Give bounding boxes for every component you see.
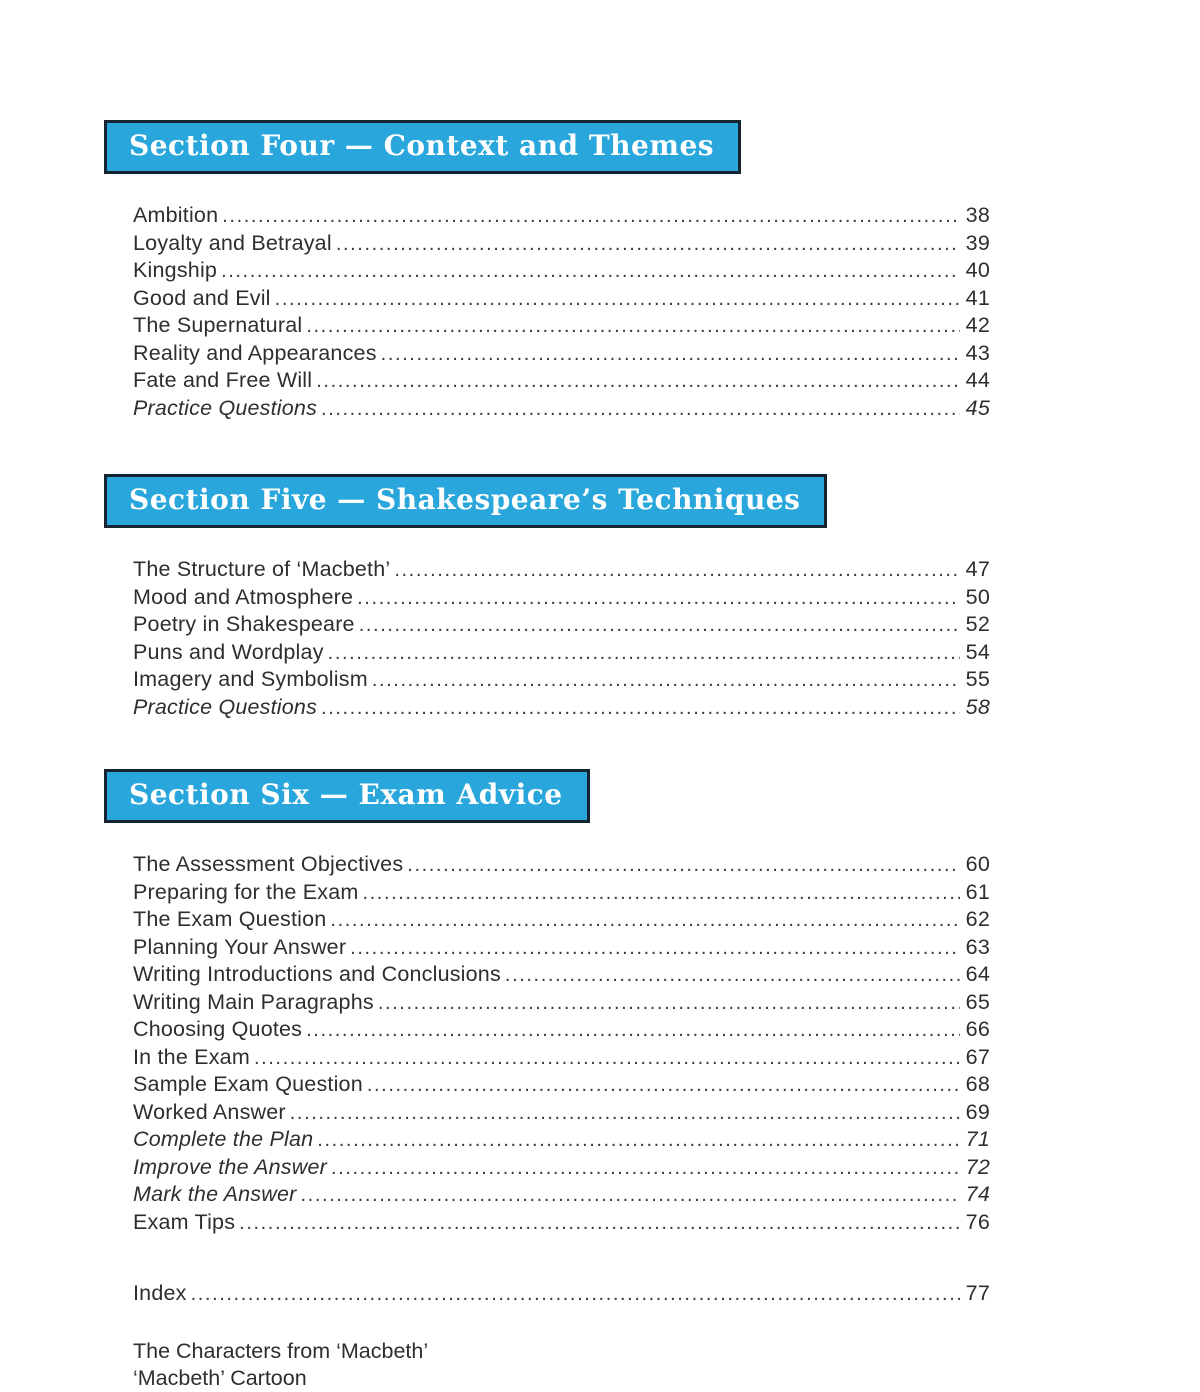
toc-page-number: 77 (965, 1281, 990, 1305)
toc-row (133, 1181, 990, 1209)
toc-entry-label: The Structure of ‘Macbeth’ (133, 557, 391, 581)
dot-leader (374, 990, 960, 1017)
dot-leader (403, 852, 960, 879)
toc-entry-label: Writing Main Paragraphs (133, 989, 374, 1014)
dot-leader (327, 1155, 960, 1182)
toc-row-index (133, 1280, 990, 1308)
toc-page-number: 66 (965, 1017, 990, 1041)
toc-page-number: 62 (965, 907, 990, 931)
dot-leader (235, 1210, 960, 1237)
toc-page-number: 65 (965, 989, 990, 1014)
toc-row (133, 989, 990, 1017)
toc-entry-label: Imagery and Symbolism (133, 667, 368, 691)
section-six-entries (133, 851, 990, 1236)
toc-row (133, 1044, 990, 1072)
toc-entry-label: Planning Your Answer (133, 934, 347, 959)
toc-entry-label: The Supernatural (133, 313, 303, 337)
toc-page-number: 47 (965, 557, 990, 581)
section-five-header: Section Five — Shakespeare’s Techniques (104, 474, 827, 528)
toc-entry-label: Writing Introductions and Conclusions (133, 962, 501, 986)
toc-entry-label: Exam Tips (133, 1209, 236, 1234)
toc-entry-label: The Assessment Objectives (133, 852, 404, 876)
toc-entry-label: Fate and Free Will (133, 368, 313, 392)
toc-row (133, 1071, 990, 1099)
toc-row (133, 1209, 990, 1237)
dot-leader (297, 1182, 960, 1209)
toc-row (133, 202, 990, 230)
toc-row (133, 694, 990, 722)
toc-entry-label: Loyalty and Betrayal (133, 230, 332, 255)
toc-row (133, 285, 990, 313)
dot-leader (363, 1072, 960, 1099)
toc-page-number: 55 (965, 667, 990, 691)
dot-leader (313, 1127, 960, 1154)
toc-page-number: 39 (965, 230, 990, 255)
toc-page-number: 41 (965, 285, 990, 310)
toc-row (133, 584, 990, 612)
toc-row (133, 1126, 990, 1154)
section-gap (104, 422, 990, 474)
dot-leader (312, 368, 960, 395)
toc-entry-label: Practice Questions (133, 395, 318, 420)
dot-leader (317, 396, 960, 423)
toc-page-number: 61 (965, 879, 990, 904)
dot-leader (317, 695, 960, 722)
section-four-header: Section Four — Context and Themes (104, 120, 741, 174)
toc-page-number: 63 (965, 934, 990, 959)
dot-leader (324, 640, 960, 667)
toc-page-number: 74 (965, 1182, 990, 1206)
toc-entry-label: Good and Evil (133, 285, 271, 310)
dot-leader (218, 203, 960, 230)
dot-leader (346, 935, 960, 962)
toc-page-number: 44 (965, 368, 990, 392)
toc-page-number: 67 (965, 1044, 990, 1069)
toc-page-number: 43 (965, 340, 990, 365)
section-gap (104, 721, 990, 769)
toc-row (133, 934, 990, 962)
toc-row (133, 257, 990, 285)
toc-entry-label: Worked Answer (133, 1099, 286, 1124)
toc-page-number: 42 (965, 313, 990, 337)
toc-row (133, 340, 990, 368)
toc-row (133, 666, 990, 694)
dot-leader (377, 341, 960, 368)
section-six-header: Section Six — Exam Advice (104, 769, 590, 823)
toc-entry-label: Practice Questions (133, 694, 318, 719)
section-four (104, 120, 990, 422)
dot-leader (332, 231, 960, 258)
toc-page-number: 68 (965, 1072, 990, 1096)
dot-leader (353, 585, 960, 612)
toc-row (133, 639, 990, 667)
dot-leader (355, 612, 960, 639)
footer-line-cartoon: ‘Macbeth’ Cartoon (133, 1365, 307, 1390)
toc-row (133, 1016, 990, 1044)
toc-page-number: 50 (965, 584, 990, 609)
toc-row (133, 851, 990, 879)
toc-entry-label: Reality and Appearances (133, 340, 377, 365)
toc-page-number: 38 (965, 203, 990, 227)
toc-row (133, 611, 990, 639)
toc-row (133, 312, 990, 340)
toc-entry-label: Puns and Wordplay (133, 639, 324, 664)
toc-row (133, 1099, 990, 1127)
toc-entry-label: Choosing Quotes (133, 1017, 303, 1041)
dot-leader (286, 1100, 960, 1127)
toc-entry-label: Preparing for the Exam (133, 879, 359, 904)
toc-row (133, 367, 990, 395)
dot-leader (250, 1045, 960, 1072)
dot-leader (326, 907, 960, 934)
section-four-entries (133, 202, 990, 422)
toc-page-number: 40 (965, 258, 990, 282)
dot-leader (302, 1017, 960, 1044)
dot-leader (390, 557, 960, 584)
toc-row (133, 906, 990, 934)
toc-row (133, 961, 990, 989)
toc-page-number: 72 (965, 1154, 990, 1179)
dot-leader (302, 313, 960, 340)
toc-page-number: 52 (965, 612, 990, 636)
toc-entry-label: In the Exam (133, 1044, 250, 1069)
toc-page-number: 45 (965, 395, 990, 420)
section-six (104, 769, 990, 1236)
toc-page-number: 76 (965, 1209, 990, 1234)
footer-block (133, 1338, 990, 1392)
dot-leader (501, 962, 960, 989)
toc-page-number: 54 (965, 639, 990, 664)
dot-leader (358, 880, 960, 907)
toc-entry-label: Kingship (133, 258, 218, 282)
toc-row (133, 879, 990, 907)
toc-page-number: 71 (965, 1127, 990, 1151)
dot-leader (271, 286, 960, 313)
toc-entry-label: Complete the Plan (133, 1127, 314, 1151)
toc-page-number: 69 (965, 1099, 990, 1124)
toc-entry-label: Sample Exam Question (133, 1072, 363, 1096)
dot-leader (217, 258, 960, 285)
toc-page-number: 60 (965, 852, 990, 876)
toc-entry-label: Improve the Answer (133, 1154, 327, 1179)
toc-entry-label: Poetry in Shakespeare (133, 612, 355, 636)
toc-entry-label: Index (133, 1281, 187, 1305)
footer-line-characters: The Characters from ‘Macbeth’ (133, 1338, 429, 1363)
toc-entry-label: Ambition (133, 203, 219, 227)
dot-leader (187, 1281, 960, 1308)
dot-leader (368, 667, 960, 694)
toc-row (133, 1154, 990, 1182)
toc-page-number: 58 (965, 694, 990, 719)
toc-entry-label: Mark the Answer (133, 1182, 297, 1206)
toc-entry-label: The Exam Question (133, 907, 327, 931)
section-five (104, 474, 990, 721)
toc-row (133, 395, 990, 423)
toc-row (133, 230, 990, 258)
section-five-entries (133, 556, 990, 721)
toc-entry-label: Mood and Atmosphere (133, 584, 354, 609)
toc-page-number: 64 (965, 962, 990, 986)
index-block (133, 1280, 990, 1308)
toc-row (133, 556, 990, 584)
